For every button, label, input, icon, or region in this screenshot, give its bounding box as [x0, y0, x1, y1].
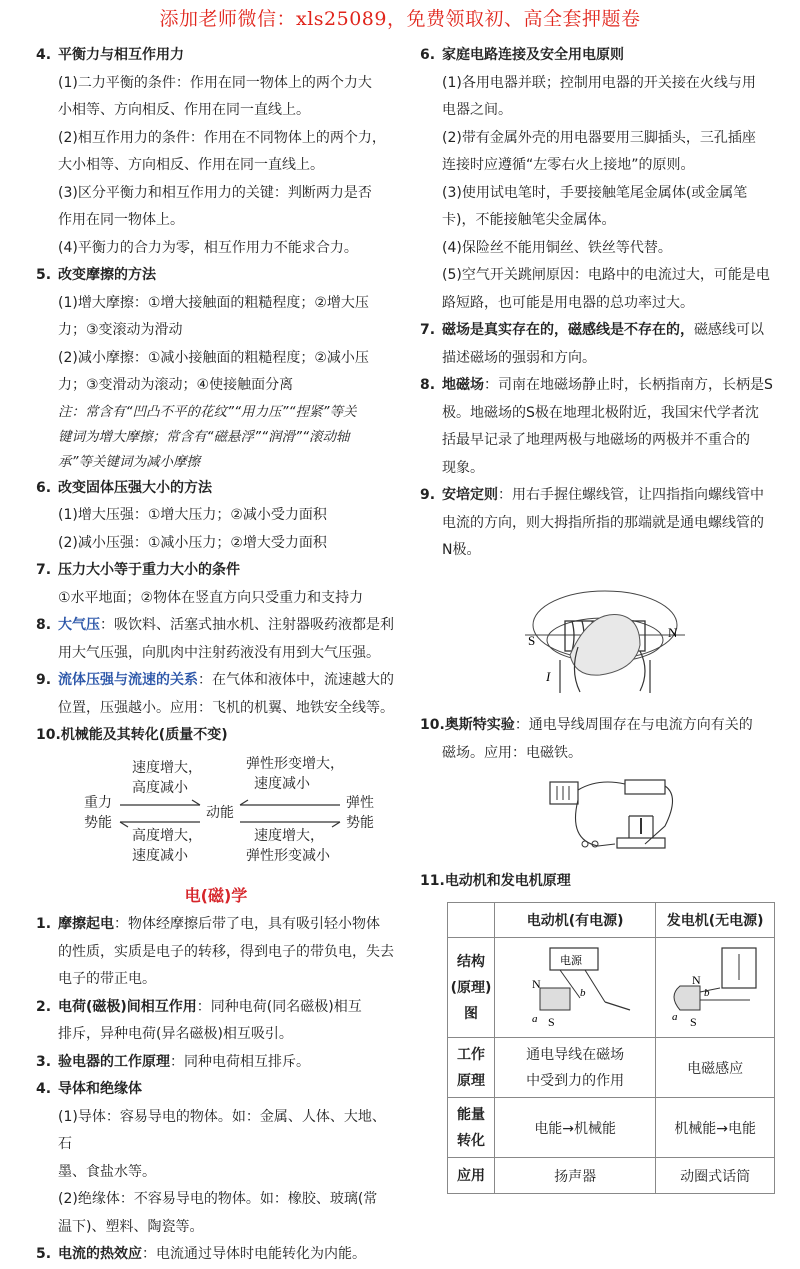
motor-energy: 电能→机械能: [495, 1098, 656, 1158]
item-8: 8. 大气压：吸饮料、活塞式抽水机、注射器吸药液都是利: [36, 617, 394, 633]
elastic-label: 弹性: [346, 794, 374, 811]
item-8-line: 括最早记录了地理两极与地磁场的两极并不重合的: [442, 432, 750, 448]
item-8-line: 用大气压强，向肌肉中注射药液没有用到大气压强。: [58, 644, 380, 661]
elec-item-4-title: 4. 导体和绝缘体: [36, 1081, 142, 1097]
arrow-bottom-label: 弹性形变减小: [246, 847, 330, 864]
elec-item-4-line: (1)导体：容易导电的物体。如：金属、人体、大地、石: [58, 1108, 386, 1152]
arrow-top-label: 速度增大，: [132, 759, 202, 776]
item-8-line: 现象。: [442, 459, 484, 476]
item-9-line: 电流的方向，则大拇指所指的那端就是通电螺线管的: [442, 514, 764, 531]
arrow-bottom-label: 高度增大，: [132, 827, 202, 844]
gravity-label: 重力: [84, 794, 112, 811]
motor-generator-table: [447, 902, 775, 1194]
motor-b-label: b: [580, 986, 586, 999]
arrow-top-label: 高度减小: [132, 779, 188, 796]
item-6-title: 6. 改变固体压强大小的方法: [36, 479, 212, 496]
item-6-home-line: 连接时应遵循“左零右火上接地”的原则。: [442, 157, 695, 173]
left-column: [36, 42, 396, 1269]
item-9-line: N极。: [442, 542, 481, 558]
generator-structure-figure: [656, 938, 775, 1038]
gen-n-label: N: [692, 972, 701, 987]
motor-a-label: a: [532, 1012, 538, 1025]
item-4-line: 作用在同一物体上。: [58, 212, 184, 228]
gen-b-label: b: [704, 986, 710, 999]
fig-s-label: S: [528, 633, 536, 648]
item-6-home-line: 电器之间。: [442, 102, 512, 118]
arrow-top-label: 弹性形变增大，: [246, 755, 344, 772]
row-application: 应用: [448, 1158, 495, 1194]
item-5-note: 承”等关键词为减小摩擦: [58, 453, 200, 470]
oersted-experiment-figure: [545, 772, 685, 864]
arrow-bottom-label: 速度增大，: [254, 827, 324, 844]
motor-structure-figure: [495, 938, 656, 1038]
row-structure: 结构 (原理) 图: [448, 938, 495, 1038]
fig-n-label: N: [668, 625, 678, 640]
item-7-title: 7. 压力大小等于重力大小的条件: [36, 562, 240, 578]
item-6-home-line: (4)保险丝不能用铜丝、铁丝等代替。: [442, 239, 672, 256]
motor-n-label: N: [532, 976, 541, 991]
elec-item-3: 3. 验电器的工作原理：同种电荷相互排斥。: [36, 1053, 310, 1070]
elec-item-1: 1. 摩擦起电：物体经摩擦后带了电，具有吸引轻小物体: [36, 916, 380, 932]
energy-conversion-diagram: [36, 750, 396, 878]
elec-item-2: 2. 电荷(磁极)间相互作用：同种电荷(同名磁极)相互: [36, 998, 362, 1015]
generator-energy: 机械能→电能: [656, 1098, 775, 1158]
gen-a-label: a: [672, 1010, 678, 1023]
item-5-title: 5. 改变摩擦的方法: [36, 267, 156, 283]
motor-principle: 通电导线在磁场 中受到力的作用: [495, 1038, 656, 1098]
item-6-home-line: (2)带有金属外壳的用电器要用三脚插头，三孔插座: [442, 129, 756, 146]
kinetic-label: 动能: [206, 804, 234, 821]
item-6-home-line: 路短路，也可能是用电器的总功率过大。: [442, 294, 694, 311]
arrow-top-label: 速度减小: [254, 775, 310, 792]
motor-application: 扬声器: [495, 1158, 656, 1194]
item-4-line: 小相等、方向相反、作用在同一直线上。: [58, 102, 310, 118]
elec-item-5: 5. 电流的热效应：电流通过导体时电能转化为内能。: [36, 1246, 366, 1262]
item-6-home-circuit-title: 6. 家庭电路连接及安全用电原则: [420, 47, 624, 63]
col-generator: 发电机(无电源): [656, 903, 775, 938]
item-5-line: (2)减小摩擦：①减小接触面的粗糙程度；②减小压: [58, 349, 369, 366]
gen-s-label: S: [690, 1014, 697, 1029]
item-7-magnetic-field: 7. 磁场是真实存在的，磁感线是不存在的，磁感线可以: [420, 322, 764, 338]
item-7-line: ①水平地面；②物体在竖直方向只受重力和支持力: [58, 589, 364, 606]
item-11-title: 11.电动机和发电机原理: [420, 873, 571, 889]
item-10-oersted: 10.奥斯特实验：通电导线周围存在与电流方向有关的 磁场。应用：电磁铁。: [420, 717, 753, 761]
arrow-bottom-label: 速度减小: [132, 847, 188, 864]
elec-item-4-line: 墨、食盐水等。: [58, 1163, 156, 1180]
right-column: [420, 42, 775, 565]
item-6-home-line: (1)各用电器并联；控制用电器的开关接在火线与用: [442, 74, 756, 91]
item-6-line: (1)增大压强：①增大压力；②减小受力面积: [58, 507, 327, 523]
item-9: 9. 流体压强与流速的关系：在气体和液体中，流速越大的: [36, 672, 394, 688]
potential-label: 势能: [346, 814, 374, 831]
potential-label: 势能: [84, 814, 112, 831]
solenoid-right-hand-figure: [520, 585, 690, 705]
item-5-note: 注：常含有“凹凸不平的花纹”“用力压”“捏紧”等关: [58, 403, 357, 420]
item-5-note: 键词为增大摩擦；常含有“磁悬浮”“润滑”“滚动轴: [58, 428, 350, 445]
generator-application: 动圈式话筒: [656, 1158, 775, 1194]
promo-header: 添加老师微信：xls25089，免费领取初、高全套押题卷: [159, 8, 641, 30]
item-5-line: 力；③变滚动为滑动: [58, 322, 183, 338]
elec-item-4-line: 温下)、塑料、陶瓷等。: [58, 1218, 204, 1235]
generator-principle: 电磁感应: [656, 1038, 775, 1098]
motor-s-label: S: [548, 1014, 555, 1029]
item-4-line: (2)相互作用力的条件：作用在不同物体上的两个力，: [58, 129, 386, 146]
elec-item-2-line: 排斥，异种电荷(异名磁极)相互吸引。: [58, 1026, 293, 1042]
item-8-geomagnetism: 8. 地磁场：司南在地磁场静止时，长柄指南方，长柄是S: [420, 377, 773, 393]
item-4-line: (4)平衡力的合力为零，相互作用力不能求合力。: [58, 239, 358, 256]
elec-item-1-line: 电子的带正电。: [58, 971, 156, 987]
item-6-home-line: (3)使用试电笔时，手要接触笔尾金属体(或金属笔: [442, 184, 748, 201]
item-4-line: 大小相等、方向相反、作用在同一直线上。: [58, 157, 324, 173]
item-6-line: (2)减小压强：①减小压力；②增大受力面积: [58, 534, 327, 551]
section-title-electromagnetism: 电(磁)学: [184, 885, 248, 905]
item-4-title: 4. 平衡力与相互作用力: [36, 47, 184, 63]
elec-item-4-line: (2)绝缘体：不容易导电的物体。如：橡胶、玻璃(常: [58, 1191, 378, 1207]
elec-item-1-line: 的性质，实质是电子的转移，得到电子的带负电，失去: [58, 943, 394, 960]
item-7-line: 描述磁场的强弱和方向。: [442, 349, 596, 366]
row-principle: 工作 原理: [448, 1038, 495, 1098]
item-5-line: (1)增大摩擦：①增大接触面的粗糙程度；②增大压: [58, 294, 369, 311]
item-6-home-line: (5)空气开关跳闸原因：电路中的电流过大，可能是电: [442, 267, 770, 283]
row-energy: 能量 转化: [448, 1098, 495, 1158]
item-9-ampere-rule: 9. 安培定则：用右手握住螺线管，让四指指向螺线管中: [420, 487, 764, 503]
item-4-line: (1)二力平衡的条件：作用在同一物体上的两个力大: [58, 74, 372, 91]
col-motor: 电动机(有电源): [495, 903, 656, 938]
fig-current-label: I: [546, 669, 551, 684]
item-10-title: 10.机械能及其转化(质量不变): [36, 727, 228, 743]
item-5-line: 力；③变滑动为滚动；④使接触面分离: [58, 377, 294, 393]
energy-arrows: [36, 750, 396, 878]
item-8-line: 极。地磁场的S极在地理北极附近，我国宋代学者沈: [442, 404, 759, 421]
item-6-home-line: 卡)，不能接触笔尖金属体。: [442, 212, 616, 228]
item-9-line: 位置，压强越小。应用：飞机的机翼、地铁安全线等。: [58, 699, 394, 716]
item-4-line: (3)区分平衡力和相互作用力的关键：判断两力是否: [58, 184, 372, 201]
motor-power-label: 电源: [560, 953, 583, 967]
